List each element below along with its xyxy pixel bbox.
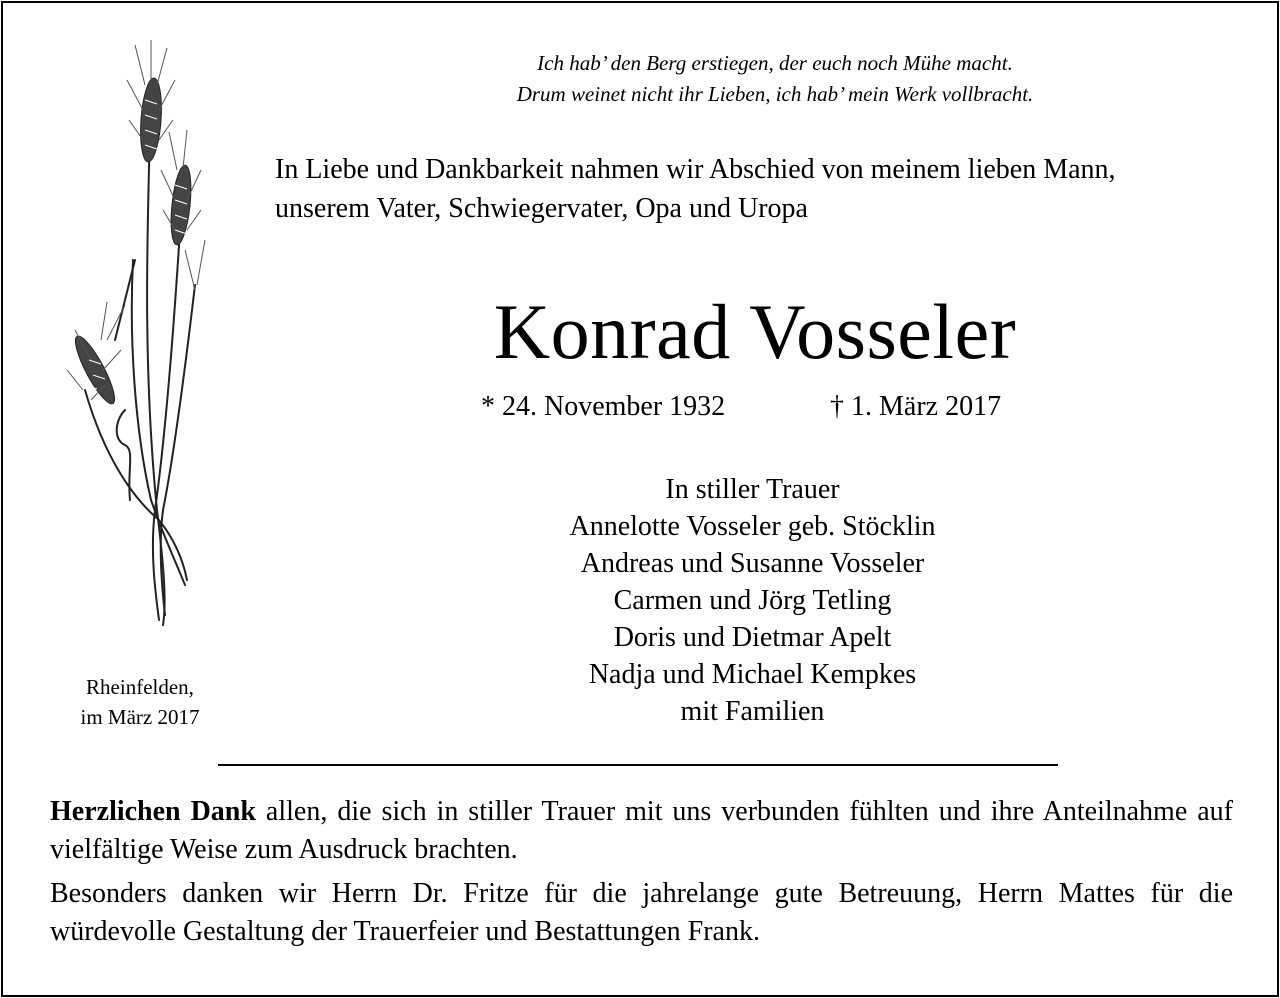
thanks-paragraph-1 xyxy=(50,793,1233,869)
verse-line-1: Ich hab’ den Berg erstiegen, der euch noch Mühe macht. xyxy=(537,51,1013,75)
mourners-list xyxy=(300,471,1205,730)
mourner-line: Doris und Dietmar Apelt xyxy=(613,622,892,653)
verse-line-2: Drum weinet nicht ihr Lieben, ich hab’ mein Werk vollbracht. xyxy=(516,82,1034,106)
mourner-line: Carmen und Jörg Tetling xyxy=(613,585,892,616)
mourner-line: mit Familien xyxy=(680,696,825,727)
verse xyxy=(300,48,1250,110)
mourner-line: Nadja und Michael Kempkes xyxy=(588,659,917,690)
thanks-paragraph-2: Besonders danken wir Herrn Dr. Fritze für die jahrelange gute Betreuung, Herrn Mattes für die würdevolle Gestaltung der Trauerfeier und Bestattungen Frank. xyxy=(50,878,1233,947)
place-and-date xyxy=(40,672,240,732)
mourner-line: In stiller Trauer xyxy=(665,474,840,505)
thanks-section xyxy=(50,793,1233,951)
intro-line-2: unserem Vater, Schwiegervater, Opa und Uropa xyxy=(275,193,808,224)
mourner-line: Annelotte Vosseler geb. Stöcklin xyxy=(569,511,936,542)
mourner-line: Andreas und Susanne Vosseler xyxy=(580,548,925,579)
intro-line-1: In Liebe und Dankbarkeit nahmen wir Abschied von meinem lieben Mann, xyxy=(275,154,1116,185)
divider xyxy=(218,764,1058,766)
deceased-name: Konrad Vosseler xyxy=(493,288,1017,375)
place-date: im März 2017 xyxy=(80,705,200,729)
wheat-icon xyxy=(55,40,210,635)
thanks-text-1: allen, die sich in stiller Trauer mit uns verbunden fühlten und ihre Anteilnahme auf vielfältige Weise zum Ausdruck brachten. xyxy=(50,796,1233,865)
birth-date: * 24. November 1932 xyxy=(481,391,726,422)
death-date: † 1. März 2017 xyxy=(830,391,1002,422)
intro-text xyxy=(275,150,1265,228)
thanks-lead: Herzlichen Dank xyxy=(50,796,256,827)
place-city: Rheinfelden, xyxy=(86,675,194,699)
